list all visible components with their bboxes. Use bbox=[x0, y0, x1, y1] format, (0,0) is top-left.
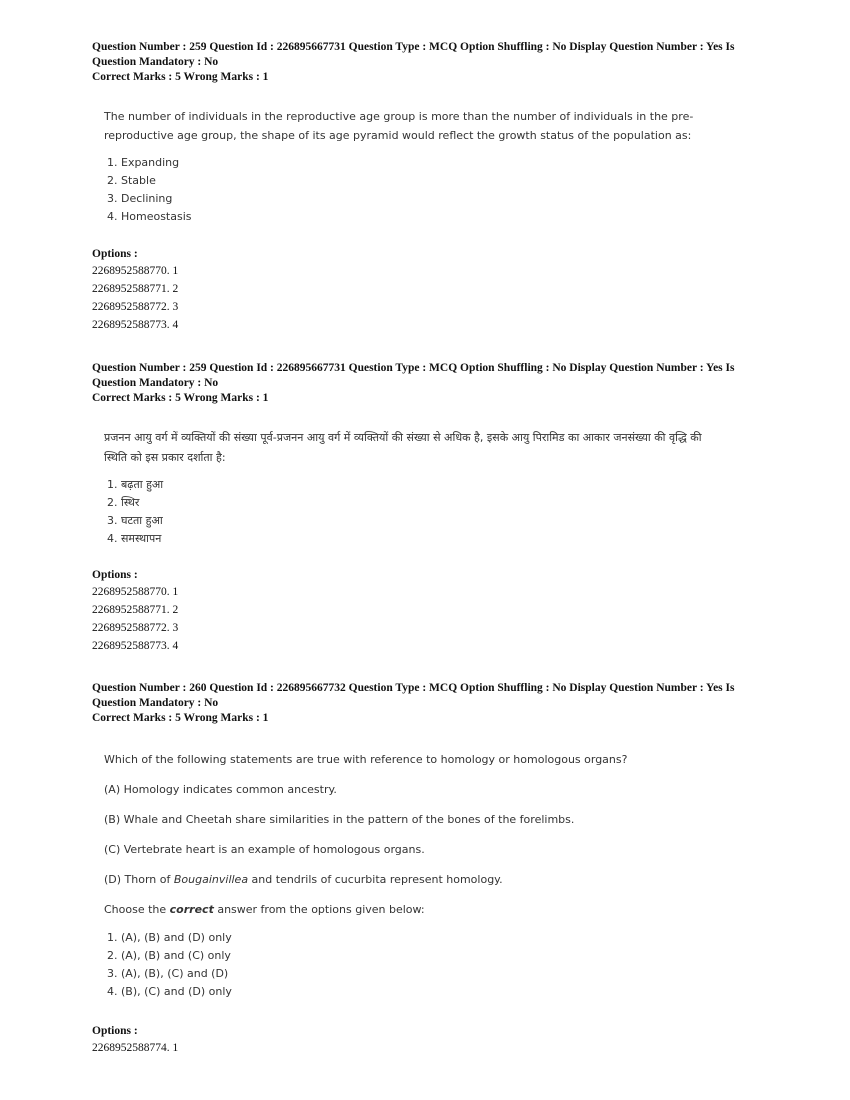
statement-d bbox=[104, 872, 782, 887]
question-marks-line: Correct Marks : 5 Wrong Marks : 1 bbox=[92, 71, 269, 83]
choice-item: 3. (A), (B), (C) and (D) bbox=[107, 967, 229, 980]
question-meta-line: Question Number : 260 Question Id : 226895667732 Question Type : MCQ Option Shuffling : No Display Question Number : Yes Is bbox=[92, 682, 735, 694]
choice-item: 2. (A), (B) and (C) only bbox=[107, 949, 231, 962]
choice-item: 2. स्थिर bbox=[107, 496, 140, 509]
option-id: 2268952588773. 4 bbox=[92, 640, 179, 652]
choice-item: 4. Homeostasis bbox=[107, 210, 192, 223]
option-id: 2268952588770. 1 bbox=[92, 586, 179, 598]
options-heading: Options : bbox=[92, 248, 138, 260]
choose-suffix: answer from the options given below: bbox=[213, 903, 425, 916]
choice-item: 2. Stable bbox=[107, 174, 156, 187]
question-stem: The number of individuals in the reproductive age group is more than the number of individuals in the pre-reproductive age group, the shape of its age pyramid would reflect the growth status of the population as: bbox=[104, 110, 694, 142]
statement-c: (C) Vertebrate heart is an example of homologous organs. bbox=[104, 843, 425, 856]
choose-prefix: Choose the bbox=[104, 903, 170, 916]
choice-item: 1. बढ़ता हुआ bbox=[107, 478, 164, 491]
statement-d-prefix: (D) Thorn of bbox=[104, 873, 174, 886]
question-intro: Which of the following statements are true with reference to homology or homologous organs? bbox=[104, 753, 628, 766]
statement-b: (B) Whale and Cheetah share similarities in the pattern of the bones of the forelimbs. bbox=[104, 813, 575, 826]
question-block-259-en bbox=[92, 40, 782, 334]
option-id: 2268952588772. 3 bbox=[92, 301, 179, 313]
question-block-259-hi bbox=[92, 361, 782, 655]
question-block-260-en bbox=[92, 681, 782, 1057]
question-stem: प्रजनन आयु वर्ग में व्यक्तियों की संख्या पूर्व-प्रजनन आयु वर्ग में व्यक्तियों की संख्या से अधिक है, इसके आयु पिरामिड का आकार जनसंख्या की वृद्धि की स्थिति को इस प्रकार दर्शाता है: bbox=[104, 431, 702, 464]
choice-item: 4. समस्थापन bbox=[107, 532, 162, 545]
choice-item: 3. घटता हुआ bbox=[107, 514, 163, 527]
statement-d-italic: Bougainvillea bbox=[173, 873, 249, 886]
options-heading: Options : bbox=[92, 569, 138, 581]
question-meta-line: Question Number : 259 Question Id : 226895667731 Question Type : MCQ Option Shuffling : No Display Question Number : Yes Is bbox=[92, 41, 735, 53]
option-id: 2268952588772. 3 bbox=[92, 622, 179, 634]
question-marks-line: Correct Marks : 5 Wrong Marks : 1 bbox=[92, 392, 269, 404]
answer-choices bbox=[107, 154, 782, 226]
option-id: 2268952588770. 1 bbox=[92, 265, 179, 277]
question-mandatory-line: Question Mandatory : No bbox=[92, 56, 219, 68]
option-id: 2268952588773. 4 bbox=[92, 319, 179, 331]
statement-d-suffix: and tendrils of cucurbita represent homology. bbox=[248, 873, 503, 886]
question-mandatory-line: Question Mandatory : No bbox=[92, 697, 219, 709]
option-id: 2268952588771. 2 bbox=[92, 604, 179, 616]
question-meta-line: Question Number : 259 Question Id : 226895667731 Question Type : MCQ Option Shuffling : No Display Question Number : Yes Is bbox=[92, 362, 735, 374]
statement-a: (A) Homology indicates common ancestry. bbox=[104, 783, 337, 796]
choose-instruction bbox=[104, 902, 782, 917]
choice-item: 1. (A), (B) and (D) only bbox=[107, 931, 232, 944]
option-id: 2268952588774. 1 bbox=[92, 1042, 179, 1054]
choice-item: 1. Expanding bbox=[107, 156, 180, 169]
option-id: 2268952588771. 2 bbox=[92, 283, 179, 295]
choice-item: 3. Declining bbox=[107, 192, 173, 205]
choose-bold: correct bbox=[169, 903, 214, 916]
question-marks-line: Correct Marks : 5 Wrong Marks : 1 bbox=[92, 712, 269, 724]
question-mandatory-line: Question Mandatory : No bbox=[92, 377, 219, 389]
choice-item: 4. (B), (C) and (D) only bbox=[107, 985, 232, 998]
answer-choices bbox=[107, 929, 782, 1001]
answer-choices bbox=[107, 476, 782, 548]
options-heading: Options : bbox=[92, 1025, 138, 1037]
